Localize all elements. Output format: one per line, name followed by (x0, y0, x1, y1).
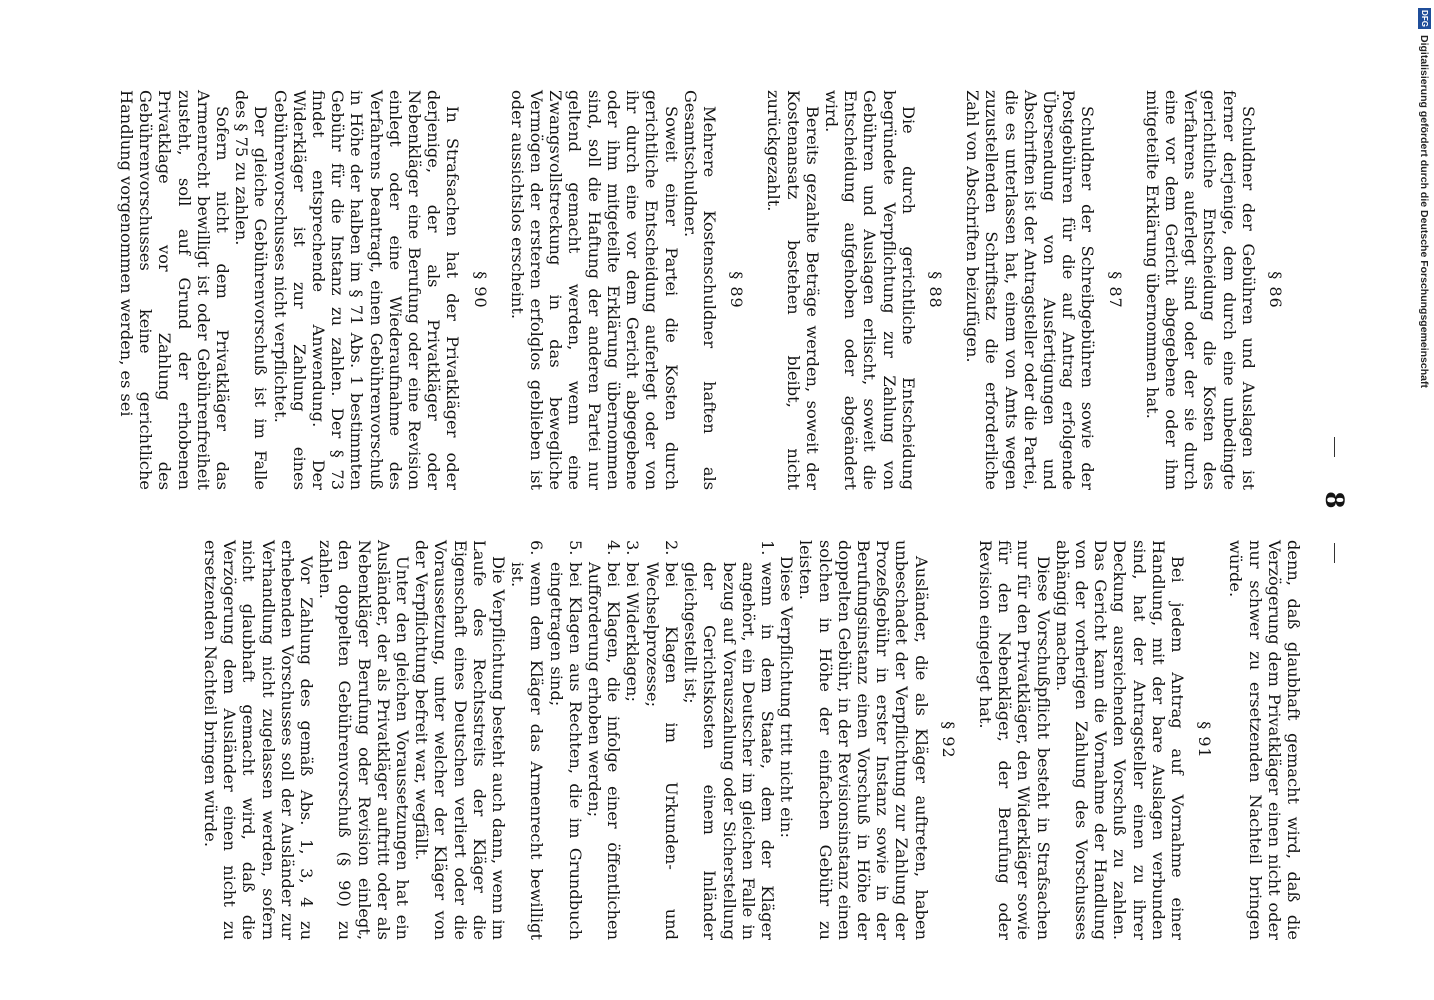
list-lead-in: Diese Verpflichtung tritt nicht ein: (777, 556, 797, 838)
paragraph: Die Verpflichtung besteht auch dann, wenn im Laufe des Rechtsstreits der Kläger die Eigenschaft eines Deutschen verliert oder die Voraussetzung, unter welcher der Kläger von der Verpflichtung befreit war, wegfällt. (412, 540, 509, 940)
list-text: bei Klagen aus Rechten, die im Grundbuch eingetragen sind; (546, 562, 585, 940)
paragraph: Vor Zahlung des gemäß Abs. 1, 3, 4 zu erhebenden Vorschusses soll der Ausländer zur Verhandlung nicht zugelassen werden, sofern nicht glaubhaft gemacht wird, daß die Verzögerung dem Ausländer einen nicht zu ersetzenden Nachteil bringen würde. (201, 540, 317, 940)
page-header (1295, 0, 1375, 1000)
list-text: bei Widerklagen; (623, 562, 643, 702)
section-heading: § 92 (938, 721, 958, 759)
paragraph: Schuldner der Schreibgebühren sowie der Postgebühren für die auf Antrag erfolgende Übersendung von Ausfertigungen und Abschriften ist der Antragsteller oder die Partei, die es unterlassen hat, einem von Amts wegen zuzustellenden Schriftsatz die erforderliche Zahl von Abschriften beizufügen. (963, 90, 1098, 490)
paragraph: Die durch gerichtliche Entscheidung begründete Verpflichtung zur Zahlung von Gebühren und Auslagen erlischt, soweit die Entscheidung aufgehoben oder abgeändert wird. (821, 90, 918, 490)
paragraph: Mehrere Kostenschuldner haften als Gesamtschuldner. (680, 90, 719, 490)
continued-paragraph: denn, daß glaubhaft gemacht wird, daß die Verzögerung dem Privatkläger einen nicht oder nur schwer zu ersetzenden Nachteil bringen würde. (1226, 540, 1303, 940)
list-number: 5. (565, 540, 585, 556)
section-heading: § 88 (925, 271, 945, 309)
header-dash-right (1335, 543, 1336, 563)
list-item (681, 540, 777, 940)
paragraph: Diese Vorschußpflicht besteht in Strafsachen nur für den Privatkläger, den Widerkläger sowie für den Nebenkläger, der Berufung oder Revision eingelegt hat. (975, 540, 1053, 940)
side-strip (1416, 8, 1432, 388)
section-90 (117, 90, 490, 490)
paragraph: Bei jedem Antrag auf Vornahme einer Handlung, mit der bare Auslagen verbunden sind, hat der Antragsteller einen zu ihrer Deckung ausreichenden Vorschuß zu zahlen. Das Gericht kann die Vornahme der Handlung von der vorherigen Zahlung des Vorschusses abhängig machen. (1052, 540, 1187, 940)
list-number: 6. (527, 540, 547, 556)
section-heading: § 87 (1105, 271, 1125, 309)
list-text: wenn in dem Staate, dem der Kläger angehört, ein Deutscher im gleichen Falle in bezug auf Vorauszahlung oder Sicherstellung der Gerichtskosten einem Inländer gleichgestellt ist; (681, 562, 777, 940)
dfg-logo-text: DFG (1419, 10, 1429, 27)
section-91 (976, 540, 1214, 940)
list-item (585, 540, 623, 940)
paragraph: Bereits gezahlte Beträge werden, soweit der Kostenansatz bestehen bleibt, nicht zurückgezahlt. (764, 90, 822, 490)
left-column (111, 90, 1285, 490)
section-87 (963, 90, 1125, 490)
section-86 (1143, 90, 1285, 490)
paragraph: Unter den gleichen Voraussetzungen hat ein Ausländer, der als Privatkläger auftritt oder als Nebenkläger Berufung oder Revision einlegt, den doppelten Gebührenvorschuß (§ 90) zu zahlen. (316, 540, 413, 940)
section-89 (508, 90, 746, 490)
list-number: 2. (661, 540, 681, 556)
paragraph: Ausländer, die als Kläger auftreten, haben unbeschadet der Verpflichtung zur Zahlung der Prozeßgebühr in erster Instanz sowie in der Berufungsinstanz einen Vorschuß in Höhe der doppelten Gebühr, in der Revisionsinstanz einen solchen in Höhe der einfachen Gebühr zu leisten. (796, 540, 931, 940)
section-heading: § 89 (727, 271, 747, 309)
paragraph: Der gleiche Gebührenvorschuß ist im Falle des § 75 zu zahlen. (232, 90, 271, 490)
section-92 (201, 540, 958, 940)
list-item (643, 540, 681, 940)
section-88 (764, 90, 945, 490)
page-number: 8 (1320, 491, 1350, 509)
header-dash-left (1335, 437, 1336, 457)
section-heading: § 86 (1266, 271, 1285, 309)
paragraph: Sofern nicht dem Privatkläger das Armenrecht bewilligt ist oder Gebührenfreiheit zusteht, soll auf Grund der erhobenen Privatklage vor Zahlung des Gebührenvorschusses keine gerichtliche Handlung vorgenommen werden, es sei (117, 90, 233, 490)
list-item (508, 540, 546, 940)
paragraph: In Strafsachen hat der Privatkläger oder derjenige, der als Privatkläger oder Nebenkläger eine Berufung oder eine Revision einlegt oder eine Wiederaufnahme des Verfahrens beantragt, einen Gebührenvorschuß in Höhe der halben im § 71 Abs. 1 bestimmten Gebühr für die Instanz zu zahlen. Der § 73 findet entsprechende Anwendung. Der Widerkläger ist zur Zahlung eines Gebührenvorschusses nicht verpflichtet. (270, 90, 463, 490)
section-heading: § 90 (470, 271, 490, 309)
list-text: bei Klagen, die infolge einer öffentlichen Aufforderung erhoben werden; (585, 562, 624, 940)
digitization-note: Digitalisierung gefördert durch die Deutsche Forschungsgemeinschaft (1418, 35, 1430, 388)
list-number: 3. (623, 540, 643, 556)
paragraph: Schuldner der Gebühren und Auslagen ist ferner derjenige, dem durch eine unbedingte gerichtliche Entscheidung die Kosten des Verfahrens auferlegt sind oder der sie durch eine vor dem Gericht abgegebene oder ihm mitgeteilte Erklärung übernommen hat. (1142, 90, 1258, 490)
right-column (195, 540, 1303, 940)
list-text: wenn dem Kläger das Armenrecht bewilligt ist. (508, 562, 547, 940)
paragraph: Soweit einer Partei die Kosten durch gerichtliche Entscheidung auferlegt oder von ihr durch eine vor dem Gericht abgegebene oder ihm mitgeteilte Erklärung übernommen sind, soll die Haftung der anderen Partei nur geltend gemacht werden, wenn eine Zwangsvollstreckung in das bewegliche Vermögen der ersteren erfolglos geblieben ist oder aussichtslos erscheint. (507, 90, 681, 490)
list-text: bei Klagen im Urkunden- und Wechselprozesse; (642, 562, 681, 940)
list-number: 1. (757, 540, 777, 556)
dfg-logo (1418, 8, 1431, 29)
list-item (546, 540, 584, 940)
exemption-list (508, 540, 777, 940)
section-heading: § 91 (1195, 721, 1215, 759)
list-item (623, 540, 642, 940)
list-number: 4. (604, 540, 624, 556)
